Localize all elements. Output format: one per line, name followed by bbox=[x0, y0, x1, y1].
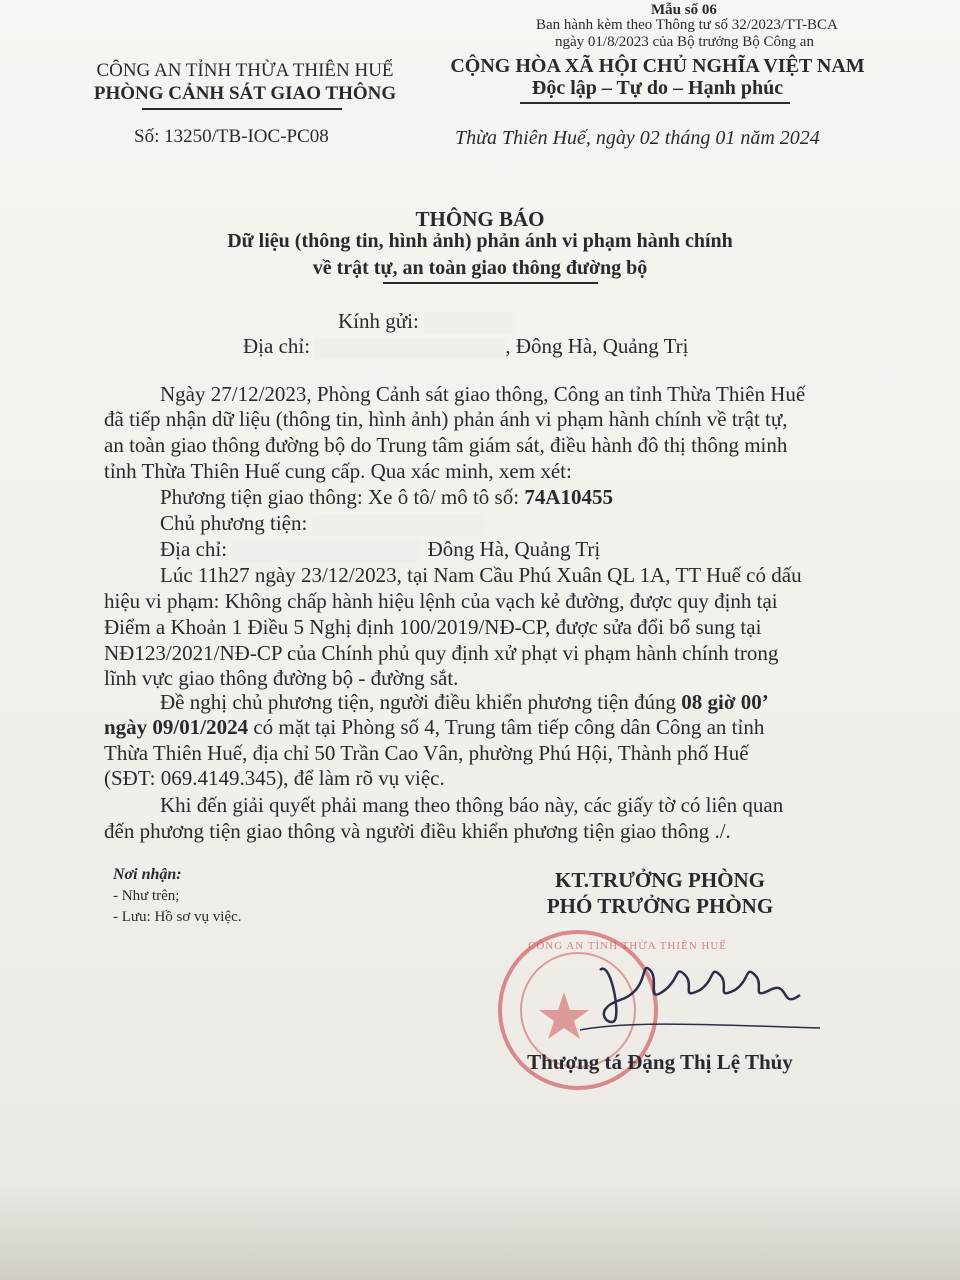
recipient-address-tail: , Đông Hà, Quảng Trị bbox=[505, 334, 689, 358]
paragraph-2-line-2: hiệu vi phạm: Không chấp hành hiệu lệnh của vạch kẻ đường, được quy định tại bbox=[104, 589, 778, 613]
owner-name-redacted bbox=[313, 514, 483, 536]
recipient-address-redacted bbox=[315, 337, 505, 359]
vehicle-label: Phương tiện giao thông: Xe ô tô/ mô tô số: bbox=[160, 485, 525, 509]
owner-address-tail: Đông Hà, Quảng Trị bbox=[427, 537, 601, 561]
owner-line bbox=[160, 510, 483, 537]
document-title: THÔNG BÁO bbox=[415, 207, 545, 231]
sign-title-1: KT.TRƯỞNG PHÒNG bbox=[555, 868, 765, 892]
motto-underline bbox=[520, 102, 790, 104]
recipient-address-label: Địa chỉ: bbox=[243, 334, 311, 358]
document-number: Số: 13250/TB-IOC-PC08 bbox=[134, 126, 329, 147]
form-number: Mẫu số 06 bbox=[651, 2, 717, 18]
recipient-item-1: - Như trên; bbox=[113, 888, 180, 904]
vehicle-line bbox=[160, 484, 613, 511]
nation-motto: Độc lập – Tự do – Hạnh phúc bbox=[531, 77, 784, 99]
paragraph-2-line-4: NĐ123/2021/NĐ-CP của Chính phủ quy định xử phạt vi phạm hành chính trong bbox=[104, 641, 779, 665]
recipient-item-2: - Lưu: Hồ sơ vụ việc. bbox=[113, 909, 242, 925]
appointment-time: 08 giờ 00’ bbox=[681, 690, 769, 714]
agency-parent: CÔNG AN TỈNH THỪA THIÊN HUẾ bbox=[96, 60, 394, 81]
paragraph-3-line-2b: có mặt tại Phòng số 4, Trung tâm tiếp công dân Công an tỉnh bbox=[248, 715, 765, 739]
recipient-line bbox=[338, 308, 514, 335]
paragraph-4-line-2: đến phương tiện giao thông và người điều khiển phương tiện giao thông ./. bbox=[104, 819, 731, 843]
recipient-label: Kính gửi: bbox=[338, 309, 419, 333]
paragraph-2-line-1: Lúc 11h27 ngày 23/12/2023, tại Nam Cầu Phú Xuân QL 1A, TT Huế có dấu bbox=[160, 563, 802, 587]
owner-address-redacted bbox=[232, 540, 422, 562]
document-subtitle-1: Dữ liệu (thông tin, hình ảnh) phản ánh vi phạm hành chính bbox=[227, 230, 733, 252]
seal-text: CÔNG AN TỈNH THỪA THIÊN HUẾ bbox=[528, 940, 728, 952]
paragraph-3-line-4: (SĐT: 069.4149.345), để làm rõ vụ việc. bbox=[104, 766, 445, 790]
owner-address-label: Địa chỉ: bbox=[160, 537, 233, 561]
paragraph-3-line-3: Thừa Thiên Huế, địa chỉ 50 Trần Cao Vân, phường Phú Hội, Thành phố Huế bbox=[104, 741, 749, 765]
paragraph-3-line-2 bbox=[104, 714, 764, 741]
agency-name: PHÒNG CẢNH SÁT GIAO THÔNG bbox=[93, 83, 397, 104]
recipient-name-redacted bbox=[424, 312, 514, 334]
appointment-date: ngày 09/01/2024 bbox=[104, 715, 249, 739]
paragraph-1-line-4: tỉnh Thừa Thiên Huế cung cấp. Qua xác minh, xem xét: bbox=[104, 459, 572, 483]
owner-label: Chủ phương tiện: bbox=[160, 511, 313, 535]
paragraph-1-line-1: Ngày 27/12/2023, Phòng Cảnh sát giao thông, Công an tỉnh Thừa Thiên Huế bbox=[160, 382, 806, 406]
document-subtitle-2: về trật tự, an toàn giao thông đường bộ bbox=[312, 257, 648, 279]
agency-underline bbox=[142, 108, 342, 110]
paragraph-1-line-3: an toàn giao thông đường bộ do Trung tâm giám sát, điều hành đô thị thông minh bbox=[104, 433, 788, 457]
sign-title-2: PHÓ TRƯỞNG PHÒNG bbox=[546, 894, 774, 918]
signer-name: Thượng tá Đặng Thị Lệ Thủy bbox=[527, 1050, 793, 1074]
vehicle-plate: 74A10455 bbox=[524, 485, 613, 509]
handwritten-signature bbox=[570, 950, 830, 1040]
recipient-address-line bbox=[243, 333, 689, 360]
paragraph-1-line-2: đã tiếp nhận dữ liệu (thông tin, hình ảnh) phản ánh vi phạm hành chính về trật tự, bbox=[104, 407, 788, 431]
paragraph-3-line-1 bbox=[160, 689, 769, 716]
issued-with-line-1: Ban hành kèm theo Thông tư số 32/2023/TT-BCA bbox=[536, 17, 838, 33]
paragraph-4-line-1: Khi đến giải quyết phải mang theo thông báo này, các giấy tờ có liên quan bbox=[160, 793, 784, 817]
recipients-label: Nơi nhận: bbox=[113, 866, 182, 883]
paragraph-2-line-5: lĩnh vực giao thông đường bộ - đường sắt. bbox=[104, 666, 459, 690]
issued-with-line-2: ngày 01/8/2023 của Bộ trưởng Bộ Công an bbox=[555, 34, 814, 50]
place-date: Thừa Thiên Huế, ngày 02 tháng 01 năm 2024 bbox=[455, 127, 820, 149]
page-shadow bbox=[0, 1180, 960, 1280]
paragraph-3-line-1a: Đề nghị chủ phương tiện, người điều khiển phương tiện đúng bbox=[160, 690, 682, 714]
owner-address-line bbox=[160, 536, 600, 563]
nation-name: CỘNG HÒA XÃ HỘI CHỦ NGHĨA VIỆT NAM bbox=[450, 55, 865, 77]
paragraph-2-line-3: Điểm a Khoản 1 Điều 5 Nghị định 100/2019/NĐ-CP, được sửa đổi bổ sung tại bbox=[104, 615, 762, 639]
title-underline bbox=[383, 282, 598, 284]
